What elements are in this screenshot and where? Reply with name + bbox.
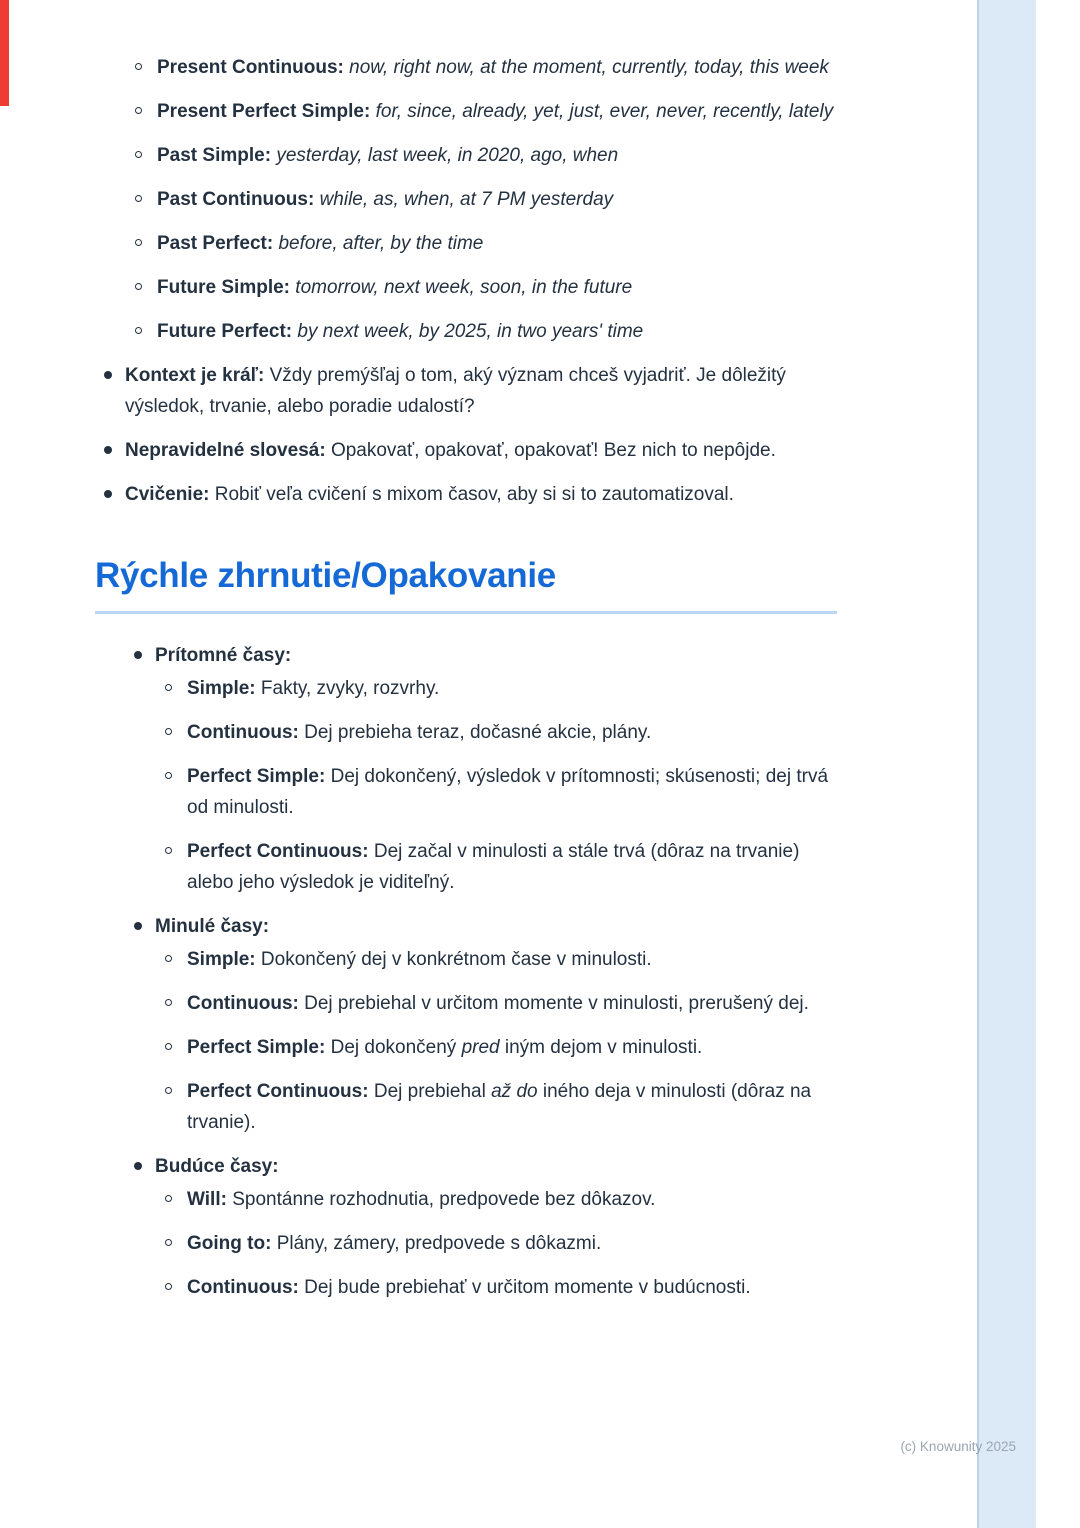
- list-item: [95, 140, 837, 171]
- item-label: Future Simple:: [157, 277, 291, 298]
- list-item-text: [187, 841, 799, 893]
- red-edge-marker: [0, 0, 9, 106]
- item-text-italic: now, right now, at the moment, currently, today, this week: [349, 57, 829, 78]
- circle-bullet-icon: [165, 955, 172, 962]
- item-label: Perfect Continuous:: [187, 1081, 369, 1102]
- list-item-text: [157, 145, 618, 166]
- summary-group: [95, 1151, 837, 1303]
- circle-bullet-icon: [165, 1043, 172, 1050]
- circle-bullet-icon: [165, 999, 172, 1006]
- circle-bullet-icon: [135, 195, 142, 202]
- group-label: [125, 1151, 837, 1182]
- list-item: [125, 1076, 837, 1138]
- disc-bullet-icon: [104, 371, 112, 379]
- list-item-text: [187, 766, 828, 818]
- list-item: [125, 1272, 837, 1303]
- circle-bullet-icon: [165, 1283, 172, 1290]
- circle-bullet-icon: [165, 772, 172, 779]
- circle-bullet-icon: [135, 327, 142, 334]
- circle-bullet-icon: [165, 684, 172, 691]
- summary-group: [95, 911, 837, 1138]
- list-item-text: [187, 949, 652, 970]
- list-item-text: [157, 233, 483, 254]
- circle-bullet-icon: [165, 1195, 172, 1202]
- list-item: [95, 96, 837, 127]
- list-item-text: [187, 1277, 751, 1298]
- list-item-text: [187, 1233, 601, 1254]
- disc-bullet-icon: [134, 922, 142, 930]
- item-text-italic: before, after, by the time: [278, 233, 484, 254]
- item-text: Fakty, zvyky, rozvrhy.: [260, 678, 440, 699]
- item-label: Kontext je kráľ:: [125, 365, 265, 386]
- group-sub-list: [125, 1184, 837, 1303]
- summary-groups: [95, 640, 837, 1303]
- list-item-text: [187, 993, 809, 1014]
- item-label: Perfect Simple:: [187, 1037, 326, 1058]
- list-item-text: [187, 678, 439, 699]
- signal-words-list: [95, 52, 837, 347]
- item-label: Simple:: [187, 678, 256, 699]
- list-item: [125, 1184, 837, 1215]
- item-text-italic: while, as, when, at 7 PM yesterday: [319, 189, 614, 210]
- disc-bullet-icon: [104, 490, 112, 498]
- disc-bullet-icon: [134, 1162, 142, 1170]
- circle-bullet-icon: [165, 1239, 172, 1246]
- list-item: [95, 228, 837, 259]
- item-label: Perfect Simple:: [187, 766, 326, 787]
- item-text: Robiť veľa cvičení s mixom časov, aby si si to zautomatizoval.: [214, 484, 734, 505]
- list-item: [95, 272, 837, 303]
- list-item-text: [187, 722, 651, 743]
- list-item: [125, 761, 837, 823]
- disc-bullet-icon: [134, 651, 142, 659]
- item-text: Dej prebiehal v určitom momente v minulosti, prerušený dej.: [304, 993, 809, 1014]
- item-label: Present Continuous:: [157, 57, 344, 78]
- item-text: Dokončený dej v konkrétnom čase v minulosti.: [260, 949, 652, 970]
- right-margin-panel: [977, 0, 1036, 1528]
- item-text: Dej začal v minulosti a stále trvá (dôraz na trvanie) alebo jeho výsledok je viditeľný.: [187, 841, 800, 893]
- circle-bullet-icon: [135, 283, 142, 290]
- group-label-text: Minulé časy:: [155, 916, 270, 937]
- item-label: Past Continuous:: [157, 189, 315, 210]
- item-text-italic: pred: [461, 1037, 500, 1058]
- list-item-text: [187, 1037, 702, 1058]
- section-heading: Rýchle zhrnutie/Opakovanie: [95, 556, 837, 614]
- list-item: [95, 479, 837, 510]
- item-label: Perfect Continuous:: [187, 841, 369, 862]
- list-item: [95, 435, 837, 466]
- list-item: [95, 52, 837, 83]
- disc-bullet-icon: [104, 446, 112, 454]
- item-text: Spontánne rozhodnutia, predpovede bez dôkazov.: [232, 1189, 656, 1210]
- list-item-text: [157, 57, 829, 78]
- item-text: Dej dokončený, výsledok v prítomnosti; skúsenosti; dej trvá od minulosti.: [187, 766, 829, 818]
- list-item: [95, 316, 837, 347]
- item-label: Present Perfect Simple:: [157, 101, 371, 122]
- item-label: Will:: [187, 1189, 227, 1210]
- item-text-italic: až do: [491, 1081, 538, 1102]
- list-item-text: [187, 1081, 811, 1133]
- item-label: Continuous:: [187, 993, 299, 1014]
- circle-bullet-icon: [165, 728, 172, 735]
- item-label: Future Perfect:: [157, 321, 293, 342]
- circle-bullet-icon: [135, 107, 142, 114]
- item-text: Plány, zámery, predpovede s dôkazmi.: [276, 1233, 602, 1254]
- group-sub-list: [125, 673, 837, 898]
- item-label: Past Perfect:: [157, 233, 274, 254]
- item-label: Continuous:: [187, 1277, 299, 1298]
- item-label: Going to:: [187, 1233, 272, 1254]
- list-item: [125, 673, 837, 704]
- list-item-text: [157, 277, 632, 298]
- circle-bullet-icon: [135, 63, 142, 70]
- advice-list: [95, 360, 837, 510]
- group-sub-list: [125, 944, 837, 1138]
- circle-bullet-icon: [165, 1087, 172, 1094]
- item-text-italic: for, since, already, yet, just, ever, never, recently, lately: [375, 101, 834, 122]
- list-item: [95, 184, 837, 215]
- list-item-text: [157, 189, 613, 210]
- item-text: Opakovať, opakovať, opakovať! Bez nich to nepôjde.: [330, 440, 776, 461]
- item-label: Continuous:: [187, 722, 299, 743]
- list-item-text: [157, 101, 833, 122]
- item-label: Cvičenie:: [125, 484, 210, 505]
- item-label: Past Simple:: [157, 145, 272, 166]
- group-label-text: Prítomné časy:: [155, 645, 292, 666]
- note-page-content: [95, 52, 837, 1316]
- item-text: Dej dokončený: [330, 1037, 462, 1058]
- circle-bullet-icon: [135, 151, 142, 158]
- list-item-text: [157, 321, 643, 342]
- list-item: [125, 944, 837, 975]
- group-label: [125, 640, 837, 671]
- list-item-text: [187, 1189, 655, 1210]
- list-item: [125, 1228, 837, 1259]
- item-text: iného deja v minulosti (dôraz na trvanie).: [187, 1081, 812, 1133]
- list-item: [125, 988, 837, 1019]
- group-label: [125, 911, 837, 942]
- list-item: [125, 1032, 837, 1063]
- list-item-text: [125, 365, 786, 417]
- circle-bullet-icon: [135, 239, 142, 246]
- list-item: [125, 717, 837, 748]
- item-text-italic: tomorrow, next week, soon, in the future: [295, 277, 633, 298]
- item-label: Simple:: [187, 949, 256, 970]
- summary-group: [95, 640, 837, 898]
- item-text-italic: yesterday, last week, in 2020, ago, when: [276, 145, 619, 166]
- circle-bullet-icon: [165, 847, 172, 854]
- list-item-text: [125, 440, 776, 461]
- item-text: Dej prebieha teraz, dočasné akcie, plány.: [304, 722, 652, 743]
- list-item-text: [125, 484, 734, 505]
- group-label-text: Budúce časy:: [155, 1156, 279, 1177]
- list-item: [95, 360, 837, 422]
- item-text: Dej prebiehal: [373, 1081, 492, 1102]
- item-text: iným dejom v minulosti.: [499, 1037, 703, 1058]
- item-label: Nepravidelné slovesá:: [125, 440, 326, 461]
- list-item: [125, 836, 837, 898]
- item-text: Dej bude prebiehať v určitom momente v budúcnosti.: [304, 1277, 751, 1298]
- item-text-italic: by next week, by 2025, in two years' time: [297, 321, 644, 342]
- copyright-footer: (c) Knowunity 2025: [900, 1439, 1016, 1454]
- item-text: Vždy premýšľaj o tom, aký význam chceš vyjadriť. Je dôležitý výsledok, trvanie, alebo poradie udalostí?: [125, 365, 786, 417]
